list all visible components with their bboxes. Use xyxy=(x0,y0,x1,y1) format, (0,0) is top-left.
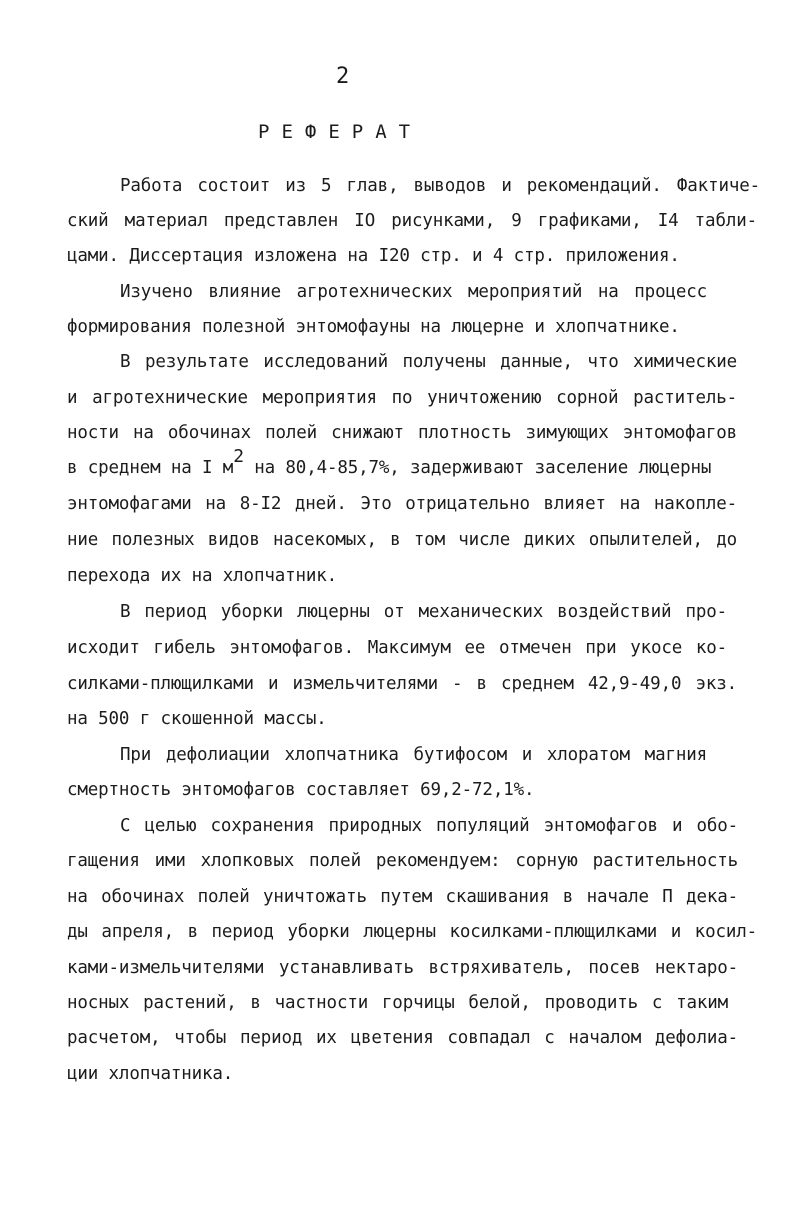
text-line: исходит гибель энтомофагов. Максимум ее отмечен при укосе ко- xyxy=(67,638,727,658)
text-line: ками-измельчителями устанавливать встряхиватель, посев нектаро- xyxy=(67,958,738,978)
text-line: В результате исследований получены данные, что химические xyxy=(120,352,737,372)
text-line: формирования полезной энтомофауны на люцерне и хлопчатнике. xyxy=(67,317,680,337)
text-line: и агротехнические мероприятия по уничтожению сорной раститель- xyxy=(67,388,737,408)
text-fragment: в среднем на I м xyxy=(67,458,234,478)
text-line: на обочинах полей уничтожать путем скашивания в начале П дека- xyxy=(67,887,738,907)
text-line: на 500 г скошенной массы. xyxy=(67,709,327,729)
text-line: носных растений, в частности горчицы белой, проводить с таким xyxy=(67,993,728,1013)
superscript: 2 xyxy=(233,446,244,467)
text-line: При дефолиации хлопчатника бутифосом и хлоратом магния xyxy=(120,745,707,765)
text-line: силками-плющилками и измельчителями - в среднем 42,9-49,0 экз. xyxy=(67,674,737,694)
text-fragment: на 80,4-85,7%, задерживают заселение люцерны xyxy=(243,458,712,478)
text-line: расчетом, чтобы период их цветения совпадал с началом дефолиа- xyxy=(67,1028,738,1048)
text-line: ности на обочинах полей снижают плотность зимующих энтомофагов xyxy=(67,423,737,443)
text-line: Изучено влияние агротехнических мероприятий на процесс xyxy=(120,282,707,302)
text-line: энтомофагами на 8-I2 дней. Это отрицательно влияет на накопле- xyxy=(67,494,737,514)
text-line: ние полезных видов насекомых, в том числе диких опылителей, до xyxy=(67,530,737,550)
text-line: В период уборки люцерны от механических воздействий про- xyxy=(120,602,727,622)
text-line: перехода их на хлопчатник. xyxy=(67,566,338,586)
text-line: ды апреля, в период уборки люцерны косилками-плющилками и косил- xyxy=(67,922,757,942)
text-line: ский материал представлен IO рисунками, 9 графиками, I4 табли- xyxy=(67,211,757,231)
text-line: ции хлопчатника. xyxy=(67,1064,234,1084)
page-number: 2 xyxy=(336,64,350,89)
text-line: Работа состоит из 5 глав, выводов и рекомендаций. Фактиче- xyxy=(120,176,760,196)
text-line: С целью сохранения природных популяций энтомофагов и обо- xyxy=(120,816,738,836)
text-line: цами. Диссертация изложена на I20 стр. и 4 стр. приложения. xyxy=(67,246,680,266)
page-title: РЕФЕРАТ xyxy=(258,121,423,143)
text-line-with-superscript xyxy=(67,446,737,480)
text-line: смертность энтомофагов составляет 69,2-72,1%. xyxy=(67,780,535,800)
text-line: гащения ими хлопковых полей рекомендуем: сорную растительность xyxy=(67,851,738,871)
